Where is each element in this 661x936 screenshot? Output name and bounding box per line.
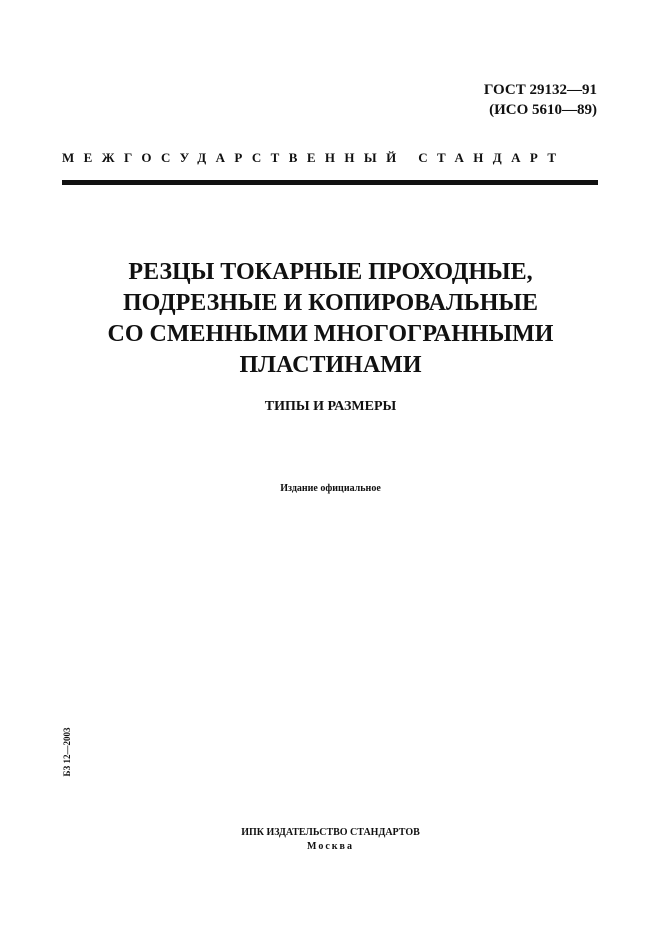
gost-number: ГОСТ 29132—91 <box>483 82 597 98</box>
title-line: СО СМЕННЫМИ МНОГОГРАННЫМИ <box>107 321 554 347</box>
title-line: ПЛАСТИНАМИ <box>239 352 422 378</box>
publisher-name: ИПК ИЗДАТЕЛЬСТВО СТАНДАРТОВ <box>241 827 420 838</box>
document-subtitle: ТИПЫ И РАЗМЕРЫ <box>264 399 397 414</box>
title-line: ПОДРЕЗНЫЕ И КОПИРОВАЛЬНЫЕ <box>122 290 538 316</box>
standard-type-heading: МЕЖГОСУДАРСТВЕННЫЙ СТАНДАРТ <box>62 150 566 165</box>
document-title <box>40 257 621 381</box>
iso-number: (ИСО 5610—89) <box>489 102 597 118</box>
publisher-block <box>40 826 621 854</box>
publisher-city: Москва <box>307 841 354 852</box>
side-code: БЗ 12—2003 <box>62 727 72 777</box>
standard-designation <box>484 80 597 120</box>
heading-divider <box>62 180 598 185</box>
edition-note: Издание официальное <box>280 483 381 494</box>
title-line: РЕЗЦЫ ТОКАРНЫЕ ПРОХОДНЫЕ, <box>128 259 533 285</box>
